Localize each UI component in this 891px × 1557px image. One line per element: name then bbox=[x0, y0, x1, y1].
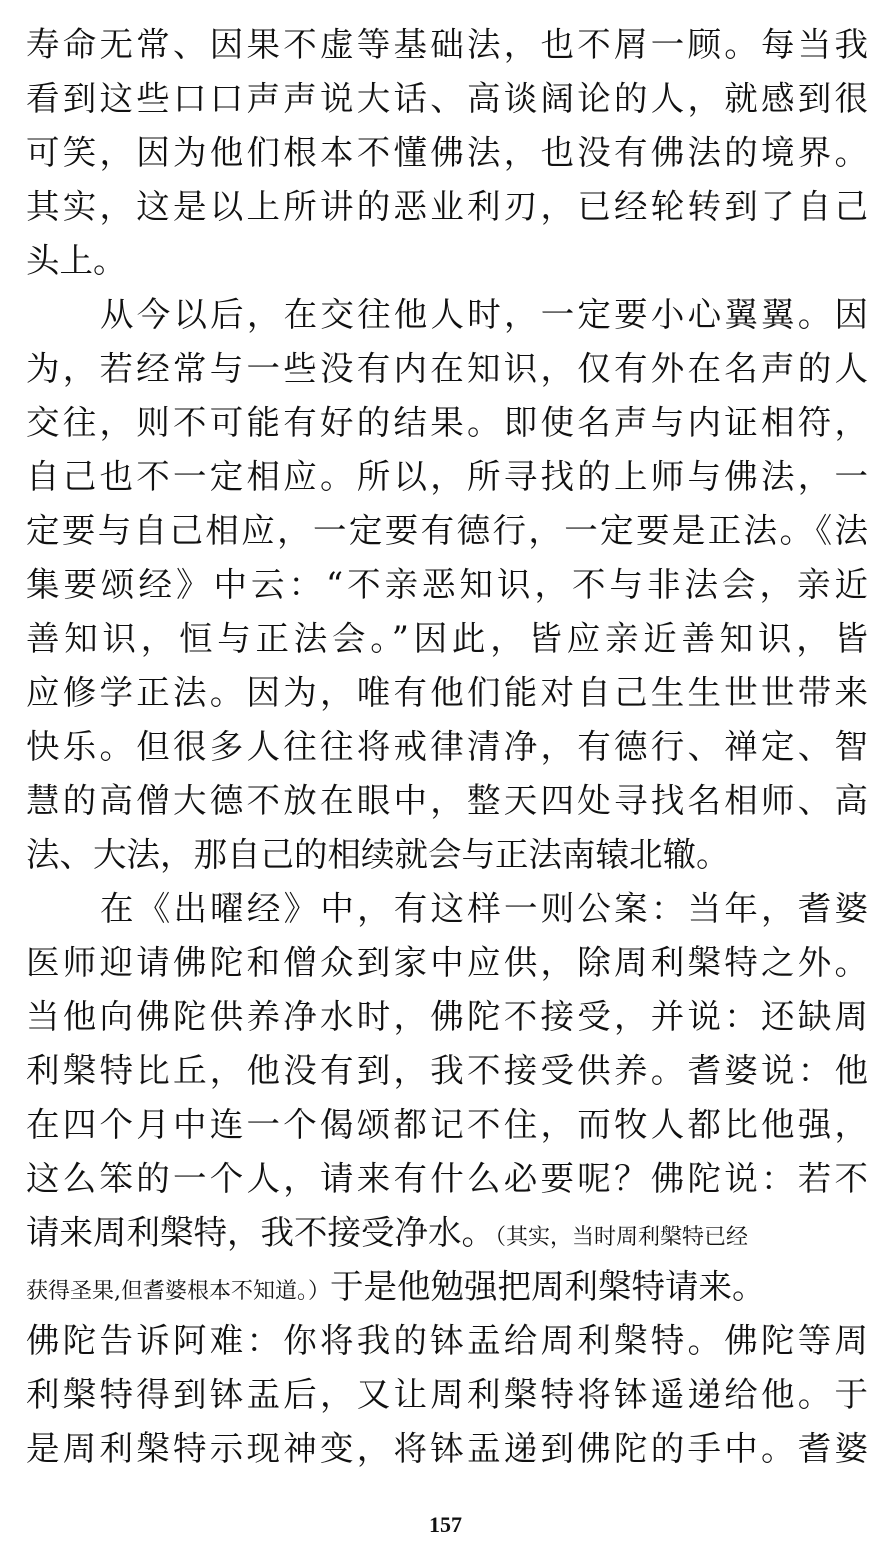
text-line: 善知识，恒与正法会。”因此，皆应亲近善知识，皆 bbox=[26, 619, 868, 658]
text-line bbox=[26, 1206, 868, 1259]
text-line: 看到这些口口声声说大话、高谈阔论的人，就感到很 bbox=[26, 79, 868, 118]
text-line: 自己也不一定相应。所以，所寻找的上师与佛法，一 bbox=[26, 457, 868, 496]
inline-note: 获得圣果,但耆婆根本不知道。） bbox=[26, 1279, 330, 1304]
paragraph-start-line: 在《出曜经》中，有这样一则公案：当年，耆婆 bbox=[100, 889, 868, 928]
text-line bbox=[26, 1260, 868, 1313]
text-line: 集要颂经》中云：“不亲恶知识，不与非法会，亲近 bbox=[26, 565, 868, 604]
text-line-main: 于是他勉强把周利槃特请来。 bbox=[330, 1267, 766, 1306]
text-line: 佛陀告诉阿难：你将我的钵盂给周利槃特。佛陀等周 bbox=[26, 1321, 868, 1360]
text-line: 医师迎请佛陀和僧众到家中应供，除周利槃特之外。 bbox=[26, 943, 868, 982]
text-line: 在四个月中连一个偈颂都记不住，而牧人都比他强， bbox=[26, 1105, 868, 1144]
text-line: 这么笨的一个人，请来有什么必要呢？佛陀说：若不 bbox=[26, 1159, 868, 1198]
text-line: 寿命无常、因果不虚等基础法，也不屑一顾。每当我 bbox=[26, 25, 868, 64]
text-line: 法、大法，那自己的相续就会与正法南辕北辙。 bbox=[26, 835, 730, 874]
text-line: 应修学正法。因为，唯有他们能对自己生生世世带来 bbox=[26, 673, 868, 712]
text-line: 是周利槃特示现神变，将钵盂递到佛陀的手中。耆婆 bbox=[26, 1429, 868, 1468]
paragraph-start-line: 从今以后，在交往他人时，一定要小心翼翼。因 bbox=[100, 295, 868, 334]
text-line: 慧的高僧大德不放在眼中，整天四处寻找名相师、高 bbox=[26, 781, 868, 820]
text-line-main: 请来周利槃特，我不接受净水。 bbox=[26, 1213, 495, 1252]
text-line: 快乐。但很多人往往将戒律清净，有德行、禅定、智 bbox=[26, 727, 868, 766]
inline-note: （其实，当时周利槃特已经 bbox=[495, 1225, 749, 1250]
text-line: 其实，这是以上所讲的恶业利刃，已经轮转到了自己 bbox=[26, 187, 868, 226]
text-line: 交往，则不可能有好的结果。即使名声与内证相符， bbox=[26, 403, 868, 442]
text-line: 为，若经常与一些没有内在知识，仅有外在名声的人 bbox=[26, 349, 868, 388]
text-line: 利槃特比丘，他没有到，我不接受供养。耆婆说：他 bbox=[26, 1051, 868, 1090]
text-line: 可笑，因为他们根本不懂佛法，也没有佛法的境界。 bbox=[26, 133, 868, 172]
text-line: 定要与自己相应，一定要有德行，一定要是正法。《法 bbox=[26, 511, 868, 550]
text-line: 头上。 bbox=[26, 241, 127, 280]
page-number: 157 bbox=[429, 1512, 462, 1537]
text-line: 当他向佛陀供养净水时，佛陀不接受，并说：还缺周 bbox=[26, 997, 868, 1036]
text-line: 利槃特得到钵盂后，又让周利槃特将钵遥递给他。于 bbox=[26, 1375, 868, 1414]
